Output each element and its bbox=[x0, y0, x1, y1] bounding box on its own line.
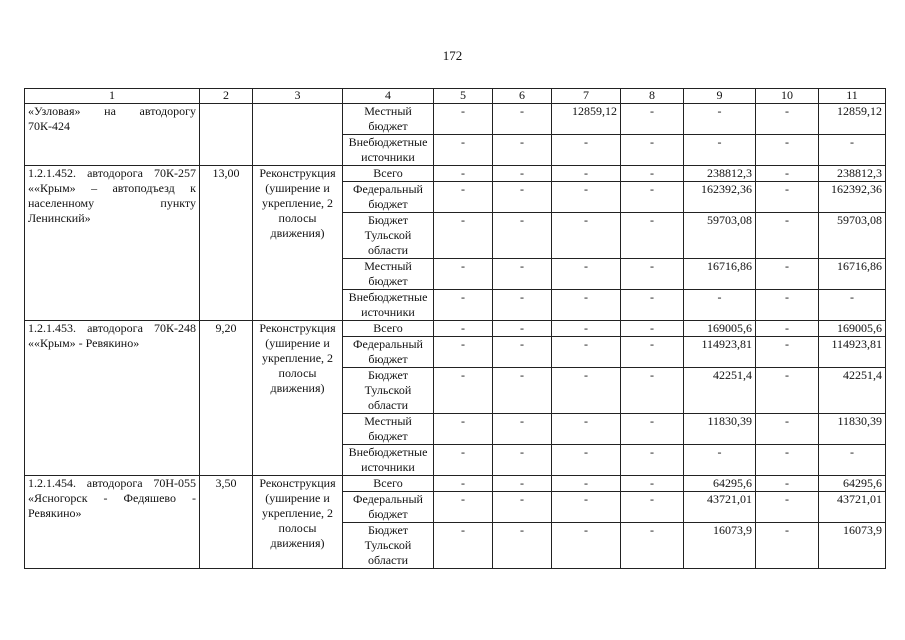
funding-source: Всего bbox=[343, 166, 434, 182]
value-cell-c8: - bbox=[621, 445, 684, 476]
value-cell-c10: - bbox=[756, 476, 819, 492]
value-cell-c11: 59703,08 bbox=[819, 213, 886, 259]
value-cell-c10: - bbox=[756, 104, 819, 135]
funding-source: Бюджет Тульской области bbox=[343, 368, 434, 414]
value-cell-c11: 11830,39 bbox=[819, 414, 886, 445]
value-cell-c8: - bbox=[621, 492, 684, 523]
value-cell-c8: - bbox=[621, 182, 684, 213]
funding-source: Местный бюджет bbox=[343, 259, 434, 290]
value-cell-c9: 64295,6 bbox=[684, 476, 756, 492]
value-cell-c6: - bbox=[493, 492, 552, 523]
column-header: 7 bbox=[552, 89, 621, 104]
value-cell-c8: - bbox=[621, 476, 684, 492]
value-cell-c9: - bbox=[684, 290, 756, 321]
value-cell-c5: - bbox=[434, 523, 493, 569]
value-cell-c6: - bbox=[493, 213, 552, 259]
value-cell-c5: - bbox=[434, 135, 493, 166]
table-row bbox=[25, 476, 886, 492]
value-cell-c7: 12859,12 bbox=[552, 104, 621, 135]
value-cell-c8: - bbox=[621, 259, 684, 290]
road-name: 1.2.1.454. автодорога 70Н-055 «Ясногорск - Федяшево - Ревякино» bbox=[25, 476, 200, 569]
column-header: 6 bbox=[493, 89, 552, 104]
funding-source: Местный бюджет bbox=[343, 414, 434, 445]
road-name: 1.2.1.452. автодорога 70К-257 ««Крым» – автоподъезд к населенному пункту Ленинский» bbox=[25, 166, 200, 321]
value-cell-c6: - bbox=[493, 259, 552, 290]
work-type: Реконструкция (уширение и укрепление, 2 полосы движения) bbox=[253, 476, 343, 569]
value-cell-c5: - bbox=[434, 445, 493, 476]
road-length: 9,20 bbox=[200, 321, 253, 476]
funding-source: Всего bbox=[343, 321, 434, 337]
value-cell-c7: - bbox=[552, 182, 621, 213]
funding-source: Бюджет Тульской области bbox=[343, 523, 434, 569]
value-cell-c10: - bbox=[756, 337, 819, 368]
value-cell-c6: - bbox=[493, 321, 552, 337]
value-cell-c10: - bbox=[756, 523, 819, 569]
funding-source: Внебюджетные источники bbox=[343, 445, 434, 476]
value-cell-c5: - bbox=[434, 492, 493, 523]
value-cell-c10: - bbox=[756, 492, 819, 523]
value-cell-c11: 238812,3 bbox=[819, 166, 886, 182]
value-cell-c7: - bbox=[552, 213, 621, 259]
value-cell-c7: - bbox=[552, 414, 621, 445]
funding-source: Федеральный бюджет bbox=[343, 182, 434, 213]
value-cell-c11: 42251,4 bbox=[819, 368, 886, 414]
value-cell-c6: - bbox=[493, 104, 552, 135]
value-cell-c7: - bbox=[552, 166, 621, 182]
value-cell-c11: - bbox=[819, 135, 886, 166]
column-header: 4 bbox=[343, 89, 434, 104]
value-cell-c9: 16716,86 bbox=[684, 259, 756, 290]
value-cell-c10: - bbox=[756, 259, 819, 290]
value-cell-c10: - bbox=[756, 182, 819, 213]
value-cell-c10: - bbox=[756, 135, 819, 166]
value-cell-c8: - bbox=[621, 368, 684, 414]
work-type: Реконструкция (уширение и укрепление, 2 полосы движения) bbox=[253, 321, 343, 476]
value-cell-c6: - bbox=[493, 337, 552, 368]
value-cell-c6: - bbox=[493, 368, 552, 414]
work-type bbox=[253, 104, 343, 166]
road-name: 1.2.1.453. автодорога 70К-248 ««Крым» - Ревякино» bbox=[25, 321, 200, 476]
value-cell-c6: - bbox=[493, 445, 552, 476]
value-cell-c8: - bbox=[621, 414, 684, 445]
page-number: 172 bbox=[442, 48, 463, 63]
value-cell-c7: - bbox=[552, 290, 621, 321]
value-cell-c6: - bbox=[493, 523, 552, 569]
column-header: 11 bbox=[819, 89, 886, 104]
value-cell-c8: - bbox=[621, 337, 684, 368]
funding-source: Местный бюджет bbox=[343, 104, 434, 135]
value-cell-c9: 16073,9 bbox=[684, 523, 756, 569]
value-cell-c10: - bbox=[756, 414, 819, 445]
table-row bbox=[25, 166, 886, 182]
value-cell-c7: - bbox=[552, 492, 621, 523]
road-length: 3,50 bbox=[200, 476, 253, 569]
value-cell-c10: - bbox=[756, 321, 819, 337]
value-cell-c5: - bbox=[434, 213, 493, 259]
value-cell-c5: - bbox=[434, 337, 493, 368]
value-cell-c7: - bbox=[552, 337, 621, 368]
value-cell-c6: - bbox=[493, 476, 552, 492]
funding-source: Федеральный бюджет bbox=[343, 492, 434, 523]
table-row bbox=[25, 321, 886, 337]
table-row bbox=[25, 104, 886, 135]
value-cell-c8: - bbox=[621, 213, 684, 259]
funding-source: Всего bbox=[343, 476, 434, 492]
value-cell-c9: - bbox=[684, 135, 756, 166]
column-header: 10 bbox=[756, 89, 819, 104]
column-header: 5 bbox=[434, 89, 493, 104]
value-cell-c9: 42251,4 bbox=[684, 368, 756, 414]
value-cell-c9: - bbox=[684, 445, 756, 476]
value-cell-c11: 162392,36 bbox=[819, 182, 886, 213]
road-length: 13,00 bbox=[200, 166, 253, 321]
value-cell-c11: 64295,6 bbox=[819, 476, 886, 492]
column-header: 8 bbox=[621, 89, 684, 104]
value-cell-c7: - bbox=[552, 135, 621, 166]
value-cell-c11: 16073,9 bbox=[819, 523, 886, 569]
value-cell-c9: 169005,6 bbox=[684, 321, 756, 337]
column-header: 1 bbox=[25, 89, 200, 104]
value-cell-c9: 11830,39 bbox=[684, 414, 756, 445]
value-cell-c5: - bbox=[434, 290, 493, 321]
value-cell-c11: 16716,86 bbox=[819, 259, 886, 290]
value-cell-c11: 114923,81 bbox=[819, 337, 886, 368]
value-cell-c9: 59703,08 bbox=[684, 213, 756, 259]
value-cell-c7: - bbox=[552, 476, 621, 492]
value-cell-c10: - bbox=[756, 368, 819, 414]
funding-source: Бюджет Тульской области bbox=[343, 213, 434, 259]
value-cell-c9: 238812,3 bbox=[684, 166, 756, 182]
value-cell-c5: - bbox=[434, 414, 493, 445]
work-type: Реконструкция (уширение и укрепление, 2 полосы движения) bbox=[253, 166, 343, 321]
value-cell-c7: - bbox=[552, 321, 621, 337]
value-cell-c6: - bbox=[493, 290, 552, 321]
value-cell-c8: - bbox=[621, 104, 684, 135]
funding-source: Внебюджетные источники bbox=[343, 290, 434, 321]
value-cell-c10: - bbox=[756, 213, 819, 259]
funding-source: Федеральный бюджет bbox=[343, 337, 434, 368]
value-cell-c5: - bbox=[434, 476, 493, 492]
value-cell-c8: - bbox=[621, 135, 684, 166]
value-cell-c11: 169005,6 bbox=[819, 321, 886, 337]
value-cell-c7: - bbox=[552, 368, 621, 414]
value-cell-c6: - bbox=[493, 182, 552, 213]
value-cell-c5: - bbox=[434, 182, 493, 213]
funding-source: Внебюджетные источники bbox=[343, 135, 434, 166]
table-body bbox=[25, 104, 886, 569]
value-cell-c7: - bbox=[552, 259, 621, 290]
value-cell-c11: - bbox=[819, 290, 886, 321]
value-cell-c8: - bbox=[621, 523, 684, 569]
value-cell-c6: - bbox=[493, 166, 552, 182]
value-cell-c10: - bbox=[756, 166, 819, 182]
value-cell-c11: 12859,12 bbox=[819, 104, 886, 135]
value-cell-c5: - bbox=[434, 166, 493, 182]
column-header: 2 bbox=[200, 89, 253, 104]
header-row bbox=[25, 89, 886, 104]
value-cell-c10: - bbox=[756, 290, 819, 321]
value-cell-c9: 114923,81 bbox=[684, 337, 756, 368]
value-cell-c9: 43721,01 bbox=[684, 492, 756, 523]
road-name: «Узловая» на автодорогу 70К-424 bbox=[25, 104, 200, 166]
value-cell-c10: - bbox=[756, 445, 819, 476]
value-cell-c5: - bbox=[434, 321, 493, 337]
value-cell-c8: - bbox=[621, 321, 684, 337]
value-cell-c9: 162392,36 bbox=[684, 182, 756, 213]
road-length bbox=[200, 104, 253, 166]
financing-table bbox=[24, 88, 886, 569]
value-cell-c8: - bbox=[621, 166, 684, 182]
value-cell-c6: - bbox=[493, 135, 552, 166]
column-header: 9 bbox=[684, 89, 756, 104]
value-cell-c7: - bbox=[552, 523, 621, 569]
value-cell-c9: - bbox=[684, 104, 756, 135]
value-cell-c5: - bbox=[434, 104, 493, 135]
column-header: 3 bbox=[253, 89, 343, 104]
value-cell-c6: - bbox=[493, 414, 552, 445]
value-cell-c11: 43721,01 bbox=[819, 492, 886, 523]
value-cell-c5: - bbox=[434, 368, 493, 414]
value-cell-c5: - bbox=[434, 259, 493, 290]
value-cell-c11: - bbox=[819, 445, 886, 476]
value-cell-c8: - bbox=[621, 290, 684, 321]
value-cell-c7: - bbox=[552, 445, 621, 476]
